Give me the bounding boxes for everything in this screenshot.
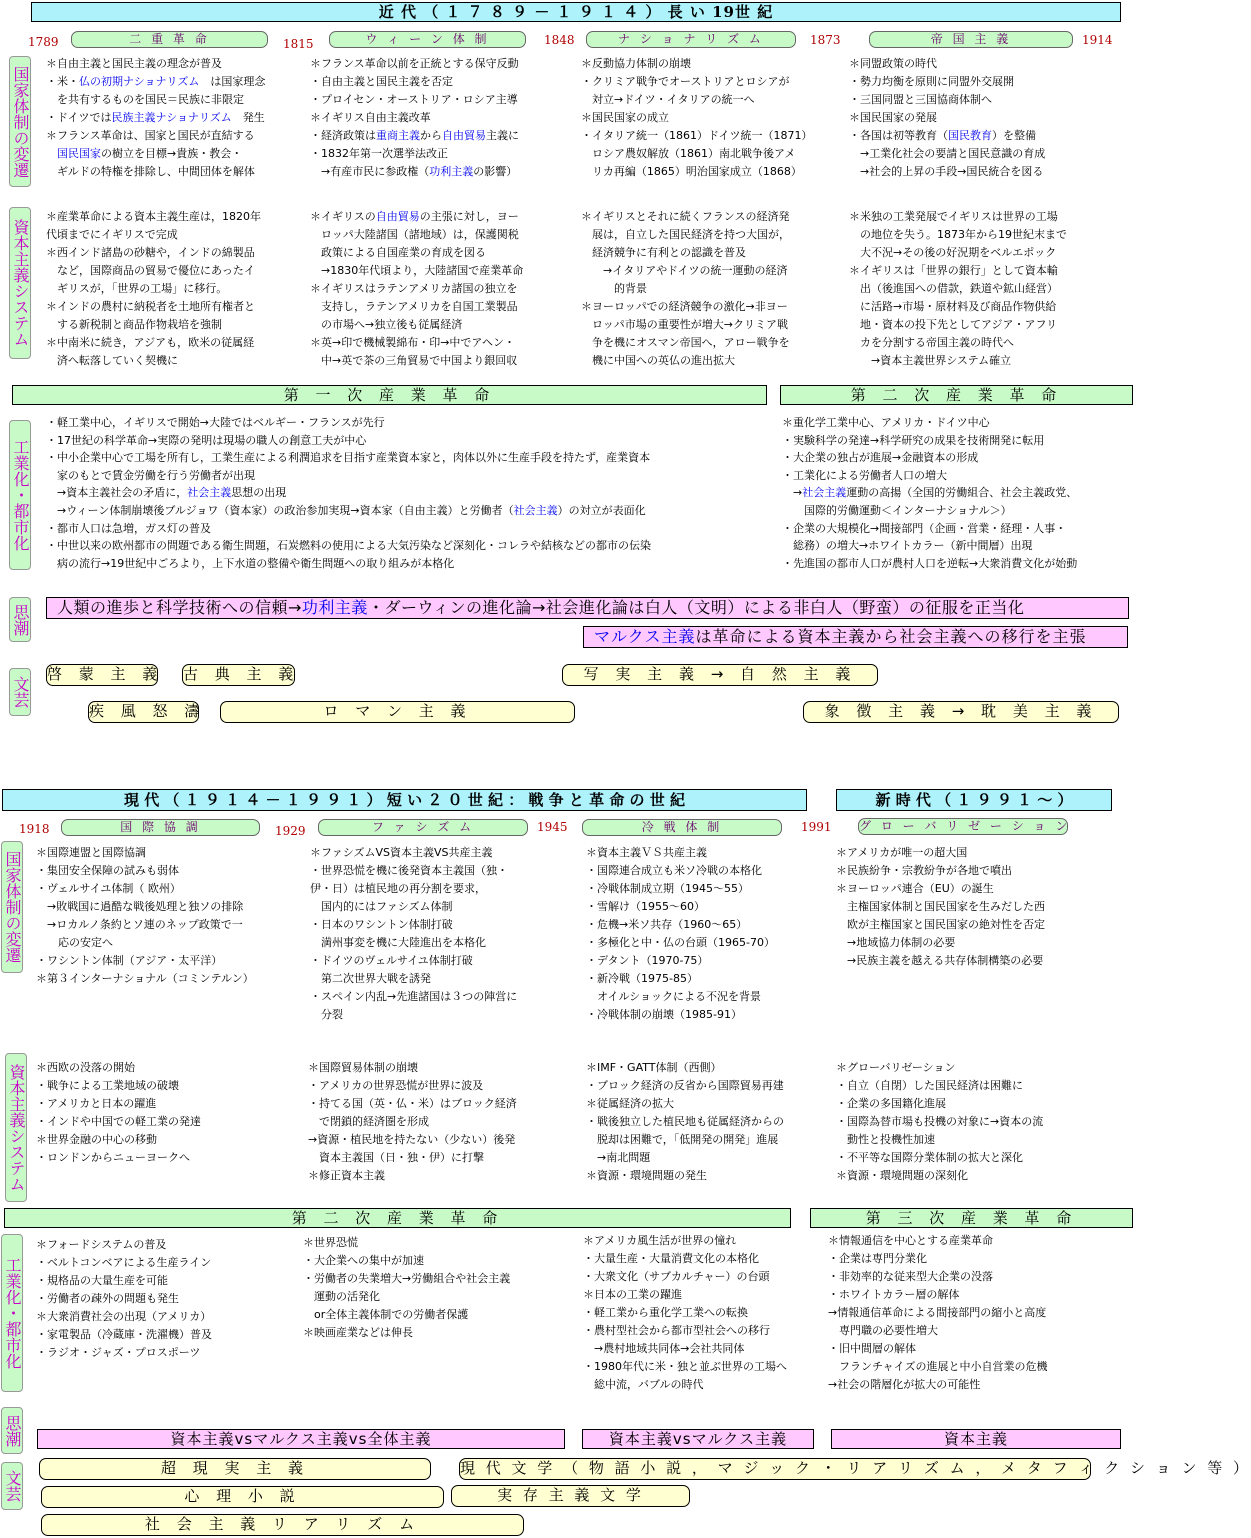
text-line: ・雪解け（1955～60） [586, 900, 705, 913]
modern-state-col-1 [46, 55, 308, 181]
text-line: ・非効率的な従来型大企業の没落 [828, 1270, 993, 1283]
text-line: ・旧中間層の解体 [828, 1342, 916, 1355]
text-line: ロシア農奴解放（1861）南北戦争後アメ [581, 147, 796, 160]
year-1929: 1929 [275, 824, 306, 838]
side-label-capital: 資本主義システム [9, 207, 31, 359]
text-line: ＊民族紛争・宗教紛争が各地で噴出 [836, 864, 1012, 877]
arts-romanticism: ロ マ ン 主 義 [220, 701, 575, 723]
modern-capital-col-4 [849, 208, 1111, 370]
text-line: ・インドや中国での軽工業の発達 [36, 1115, 201, 1128]
text-line: 欧が主権国家と国民国家の絶対性を否定 [836, 918, 1045, 931]
highlight-term: 仏の初期ナショナリズム [79, 75, 200, 88]
text-line: ・実験科学の発達→科学研究の成果を技術開発に転用 [782, 433, 1045, 447]
first-industrial-revolution-bar: 第 一 次 産 業 革 命 [12, 385, 767, 405]
modern-title: 近 代 （ １ ７ ８ ９ － １ ９ １ ４ ） 長 い 19世 紀 [31, 2, 1121, 22]
side-label-capital-2: 資本主義システム [5, 1053, 27, 1202]
text-line: ＊アメリカが唯一の超大国 [836, 846, 968, 859]
contemporary-capital-col-2 [308, 1058, 570, 1184]
text-line: →情報通信革命による間接部門の縮小と高度 [828, 1306, 1047, 1319]
text-line: ・大量生産・大量消費文化の本格化 [583, 1252, 759, 1265]
modern-state-col-4 [849, 55, 1111, 181]
text-line: ・企業は専門分業化 [828, 1252, 927, 1265]
text-line: 専門職の必要性増大 [828, 1324, 938, 1337]
text-line: ＊グローバリゼーション [836, 1061, 956, 1074]
third-industrial-revolution-bar: 第 三 次 産 業 革 命 [810, 1208, 1133, 1228]
text-line: ・ドイツのヴェルサイユ体制打破 [310, 954, 473, 967]
text-line: ＊日本の工業の躍進 [583, 1288, 682, 1301]
text-line: 分裂 [310, 1008, 343, 1021]
text-line: ＊ヨーロッパ連合（EU）の誕生 [836, 882, 994, 895]
side-label-arts: 文芸 [9, 668, 31, 716]
text-line: →農村地域共同体→会社共同体 [583, 1342, 745, 1355]
text-line: ＊フォードシステムの普及 [36, 1238, 167, 1251]
text-line: 満州事変を機に大陸進出を本格化 [310, 936, 486, 949]
era-dual-revolution: 二 重 革 命 [71, 31, 268, 48]
text-line: →社会的上昇の手段→国民統合を図る [849, 165, 1044, 178]
text-line: →資本主義社会の矛盾に，社会主義思想の出現 [46, 486, 287, 500]
text-line: ・勢力均衡を原則に同盟外交展開 [849, 75, 1014, 88]
text-line: ＊米独の工業発展でイギリスは世界の工場 [849, 210, 1058, 223]
text-line: ・日本のワシントン体制打破 [310, 918, 453, 931]
arts-realism-naturalism: 写 実 主 義 → 自 然 主 義 [562, 664, 878, 686]
highlight-term: 民族主義ナショナリズム [111, 111, 232, 124]
thought-tripolar: 資本主義vsマルクス主義vs全体主義 [37, 1429, 565, 1449]
side-label-state-2: 国家体制の変遷 [1, 841, 23, 973]
text-line: or全体主義体制での労働者保護 [303, 1308, 469, 1321]
highlight-term: マルクス主義 [594, 627, 696, 646]
text-line: ・スペイン内乱→先進諸国は３つの陣営に [310, 990, 518, 1003]
text-line: など，国際商品の貿易で優位にあったイ [46, 264, 255, 277]
second-industrial-revolution-bar: 第 二 次 産 業 革 命 [780, 385, 1133, 405]
arts-psychological-novel: 心 理 小 説 [41, 1486, 444, 1508]
text-line: →イタリアやドイツの統一運動の経済 [581, 264, 788, 277]
side-label-industry-2: 工業化・都市化 [1, 1234, 23, 1392]
text-line: ＊西インド諸島の砂糖や，インドの綿製品 [46, 246, 255, 259]
text-line: ・不平等な国際分業体制の拡大と深化 [836, 1151, 1023, 1164]
highlight-term: 国民国家 [57, 147, 101, 160]
text-line: →有産市民に参政権（功利主義の影響） [310, 165, 518, 178]
text-line: を共有するものを国民＝民族に非限定 [46, 93, 244, 106]
text-line: ・プロイセン・オーストリア・ロシア主導 [310, 93, 518, 106]
text-line: 経済競争に有利との認識を普及 [581, 246, 746, 259]
text-line: ＊資源・環境問題の発生 [586, 1169, 707, 1182]
text-line: 政策による自国産業の育成を図る [310, 246, 486, 259]
arts-socialist-realism: 社 会 主 義 リ ア リ ズ ム [41, 1514, 524, 1536]
modern-capital-col-2 [310, 208, 572, 370]
text-line: ＊中南米に続き，アジアも，欧米の従属経 [46, 336, 255, 349]
text-line: ・アメリカの世界恐慌が世界に波及 [308, 1079, 484, 1092]
contemporary-industry-col-3 [583, 1231, 833, 1393]
contemporary-industry-col-4 [828, 1231, 1118, 1393]
text-line: 大不況→その後の好況期をベルエポック [849, 246, 1057, 259]
text-line: ・危機→米ソ共存（1960～65） [586, 918, 748, 931]
era-international-cooperation: 国 際 協 調 [61, 819, 260, 836]
text-line: ・企業の多国籍化進展 [836, 1097, 946, 1110]
thought-bipolar: 資本主義vsマルクス主義 [582, 1429, 814, 1449]
text-line: →ロカルノ条約とソ連のネップ政策で一 [36, 918, 243, 931]
text-line: ギルドの特権を排除し、中間団体を解体 [46, 165, 255, 178]
text-line: ロッパ大陸諸国（諸地域）は，保護関税 [310, 228, 519, 241]
text-line: ＊ファシズムVS資本主義VS共産主義 [310, 846, 493, 859]
highlight-term: 重商主義 [376, 129, 420, 142]
contemporary-industry-col-2 [303, 1233, 575, 1341]
text-line: ・戦後独立した植民地も従属経済からの [586, 1115, 784, 1128]
text-line: ・冷戦体制の崩壊（1985-91） [586, 1008, 742, 1021]
text-line: ・ベルトコンベアによる生産ライン [36, 1256, 212, 1269]
text-line: ＊資本主義ＶＳ共産主義 [586, 846, 707, 859]
text-line: ・労働者の疎外の問題も発生 [36, 1292, 179, 1305]
text-line: 国民国家の樹立を目標→貴族・教会・ [57, 147, 243, 160]
text-line: →ウィーン体制崩壊後ブルジョワ（資本家）の政治参加実現→資本家（自由主義）と労働者（社会主義）の対立が表面化 [46, 503, 646, 517]
text-line: →南北問題 [586, 1151, 651, 1164]
side-label-thought: 思潮 [9, 597, 31, 642]
text-line: ・集団安全保障の試みも弱体 [36, 864, 179, 877]
text-line: ・国際為替市場も投機の対象に→資本の流 [836, 1115, 1044, 1128]
text-line: 伊・日）は植民地の再分割を要求， [310, 882, 486, 895]
year-1914: 1914 [1082, 33, 1113, 47]
text-line: ＊イギリスはラテンアメリカ諸国の独立を [310, 282, 518, 295]
text-line: 国際的労働運動＜インターナショナル＞） [782, 503, 1012, 517]
text-line: ＊イギリスは「世界の銀行」として資本輸 [849, 264, 1058, 277]
text-line: する新税制と商品作物栽培を強制 [46, 318, 222, 331]
text-line: ・経済政策は重商主義から自由貿易主義に [310, 129, 519, 142]
text-line: ・農村型社会から都市型社会への移行 [583, 1324, 770, 1337]
text-line: ・1980年代に米・独と並ぶ世界の工場へ [583, 1360, 787, 1373]
arts-symbolism-aestheticism: 象 徴 主 義 → 耽 美 主 義 [803, 701, 1119, 723]
text-line: ＊国際貿易体制の崩壊 [308, 1061, 418, 1074]
contemporary-capital-col-1 [36, 1058, 298, 1166]
arts-modern-literature: 現 代 文 学 （ 物 語 小 説 ， マ ジ ッ ク ・ リ ア リ ズ ム ， メ タ フ ィ ク シ ョ ン 等 ） [459, 1458, 1091, 1480]
text-line: →資本主義世界システム確立 [849, 354, 1012, 367]
thought-marxism: マルクス主義は革命による資本主義から社会主義への移行を主張 [583, 626, 1128, 648]
text-line: ・大衆文化（サブカルチャー）の台頭 [583, 1270, 770, 1283]
arts-surrealism: 超 現 実 主 義 [39, 1458, 431, 1480]
highlight-term: 社会主義 [802, 486, 847, 500]
text-line: ・冷戦体制成立期（1945～55） [586, 882, 749, 895]
arts-sturm-und-drang: 疾 風 怒 濤 [88, 701, 199, 723]
text-line: ・軽工業から重化学工業への転換 [583, 1306, 748, 1319]
text-line: ・世界恐慌を機に後発資本主義国（独・ [310, 864, 508, 877]
text-line: ＊同盟政策の時代 [849, 57, 937, 70]
contemporary-capital-col-3 [586, 1058, 836, 1184]
contemporary-state-col-3 [586, 843, 836, 1023]
text-line: ・持てる国（英・仏・米）はブロック経済 [308, 1097, 517, 1110]
text-line: リカ再編（1865）明治国家成立（1868） [581, 165, 802, 178]
text-line: ＊フランス革命以前を正統とする保守反動 [310, 57, 519, 70]
side-label-arts-2: 文芸 [1, 1462, 23, 1510]
contemporary-state-col-1 [36, 843, 308, 987]
text-line: →民族主義を越える共存体制構築の必要 [836, 954, 1044, 967]
text-line: ＊修正資本主義 [308, 1169, 385, 1182]
era-cold-war: 冷 戦 体 制 [582, 819, 782, 836]
era-nationalism: ナ シ ョ ナ リ ズ ム [586, 31, 796, 48]
text-line: 総務）の増大→ホワイトカラー（新中間層）出現 [782, 539, 1033, 553]
text-line: ロッパ市場の重要性が増大→クリミア戦 [581, 318, 788, 331]
text-line: ・中世以来の欧州都市の問題である衛生問題，石炭燃料の使用による大気汚染など深刻化・コレラや結核などの都市の伝染 [46, 539, 651, 553]
text-line: ＊イギリスの自由貿易の主張に対し，ヨー [310, 210, 519, 223]
era-fascism: フ ァ シ ズ ム [318, 819, 528, 836]
modern-capital-col-3 [581, 208, 843, 370]
text-line: ・自由主義と国民主義を否定 [310, 75, 453, 88]
thought-social-darwinism: 人類の進歩と科学技術への信頼→功利主義・ダーウィンの進化論→社会進化論は白人（文明）による非白人（野蛮）の征服を正当化 [46, 597, 1129, 619]
text-line: 地・資本の投下先としてアジア・アフリ [849, 318, 1058, 331]
text-line: ＊世界恐慌 [303, 1236, 358, 1249]
year-1918: 1918 [19, 822, 50, 836]
text-line: ・軽工業中心，イギリスで開始→大陸ではベルギー・フランスが先行 [46, 416, 385, 429]
year-1789: 1789 [28, 35, 59, 49]
text-line: 支持し，ラテンアメリカを自国工業製品 [310, 300, 518, 313]
text-line: ・工業化による労働者人口の増大 [782, 468, 947, 482]
text-line: ＊重化学工業中心、アメリカ・ドイツ中心 [782, 416, 990, 429]
side-label-state: 国家体制の変遷 [9, 56, 31, 187]
new-era-title: 新 時 代 （ １ ９ ９ １ ～ ） [836, 789, 1112, 811]
text-line: ・ワシントン体制（アジア・太平洋） [36, 954, 223, 967]
modern-industry-left [46, 414, 772, 572]
text-line: 家のもとで賃金労働を行う労働者が出現 [46, 468, 255, 482]
text-line: ・1832年第一次選挙法改正 [310, 147, 448, 160]
contemporary-state-col-2 [310, 843, 572, 1023]
text-line: →敗戦国に過酷な戦後処理と独ソの排除 [36, 900, 244, 913]
text-line: ＊世界金融の中心の移動 [36, 1133, 157, 1146]
text-line: ・各国は初等教育（国民教育）を整備 [849, 129, 1036, 142]
modern-state-col-3 [581, 55, 843, 181]
text-line: ・17世紀の科学革命→実際の発明は現場の職人の創意工夫が中心 [46, 433, 367, 447]
text-line: ＊IMF・GATT体制（西側） [586, 1061, 722, 1074]
text-line: の地位を失う。1873年から19世紀末まで [849, 228, 1067, 241]
text-line: ＊大衆消費社会の出現（アメリカ） [36, 1310, 212, 1323]
text-line: ・家電製品（冷蔵庫・洗濯機）普及 [36, 1328, 212, 1341]
text-line: 的背景 [581, 282, 647, 295]
contemporary-industry-col-1 [36, 1235, 298, 1361]
text-line: ＊第３インターナショナル（コミンテルン） [36, 972, 254, 985]
text-line: →資源・植民地を持たない（少ない）後発 [308, 1133, 516, 1146]
text-line: 動性と投機性加速 [836, 1133, 935, 1146]
highlight-term: 社会主義 [187, 486, 232, 500]
era-vienna-system: ウ ィ ー ン 体 制 [329, 31, 526, 48]
text-line: で閉鎖的経済圏を形成 [308, 1115, 429, 1128]
text-line: 出（後進国への借款，鉄道や鉱山経営） [849, 282, 1058, 295]
text-line: ・ラジオ・ジャズ・プロスポーツ [36, 1346, 201, 1359]
text-line: ＊西欧の没落の開始 [36, 1061, 135, 1074]
text-line: 病の流行→19世紀中ごろより，上下水道の整備や衛生問題への取り組みが本格化 [46, 556, 455, 570]
text-line: ・ドイツでは民族主義ナショナリズム 発生 [46, 111, 265, 124]
side-label-thought-2: 思潮 [1, 1407, 23, 1454]
text-line: ＊映画産業などは伸長 [303, 1326, 413, 1339]
text-line: 応の安定へ [36, 936, 113, 949]
text-line: →地域協力体制の必要 [836, 936, 956, 949]
arts-enlightenment: 啓 蒙 主 義 [46, 664, 158, 686]
text-line: ・先進国の都市人口が農村人口を逆転→大衆消費文化が始動 [782, 556, 1078, 570]
year-1991: 1991 [801, 820, 832, 834]
year-1873: 1873 [810, 33, 841, 47]
text-line: ・ホワイトカラー層の解体 [828, 1288, 960, 1301]
text-line: →社会の階層化が拡大の可能性 [828, 1378, 981, 1391]
text-line: 争を機にオスマン帝国へ，アロー戦争を [581, 336, 790, 349]
thought-capitalism: 資本主義 [831, 1429, 1121, 1449]
text-line: ・戦争による工業地域の破壊 [36, 1079, 179, 1092]
text-line: ＊インドの農村に納税者を土地所有権者と [46, 300, 255, 313]
text-line: ＊英→印で機械製綿布・印→中でアヘン・ [310, 336, 515, 349]
text-line: 国内的にはファシズム体制 [310, 900, 453, 913]
text-line: ・労働者の失業増大→労働組合や社会主義 [303, 1272, 511, 1285]
highlight-term: 功利主義 [429, 165, 474, 178]
text-line: オイルショックによる不況を背景 [586, 990, 761, 1003]
modern-state-col-2 [310, 55, 578, 181]
arts-classicism: 古 典 主 義 [182, 664, 295, 686]
text-line: ＊アメリカ風生活が世界の憧れ [583, 1234, 737, 1247]
text-line: 機に中国への英仏の進出拡大 [581, 354, 735, 367]
highlight-term: 自由貿易 [375, 210, 420, 223]
text-line: ・大企業の独占が進展→金融資本の形成 [782, 451, 979, 465]
text-line: 第二次世界大戦を誘発 [310, 972, 431, 985]
text-line: →社会主義運動の高揚（全国的労働組合、社会主義政党、 [782, 486, 1078, 500]
text-line: 脱却は困難で，「低開発の開発」進展 [586, 1133, 779, 1146]
arts-existentialism: 実 存 主 義 文 学 [451, 1485, 690, 1507]
contemporary-state-col-4 [836, 843, 1111, 969]
text-line: に活路→市場・原材料及び商品作物供給 [849, 300, 1057, 313]
text-line: 主権国家体制と国民国家を生みだした西 [836, 900, 1045, 913]
text-line: ＊国民国家の成立 [581, 111, 669, 124]
text-line: ＊フランス革命は、国家と国民が直結する [46, 129, 255, 142]
text-line: 運動の活発化 [303, 1290, 380, 1303]
text-line: ・大企業への集中が加速 [303, 1254, 424, 1267]
text-line: ・国際連合成立も米ソ冷戦の本格化 [586, 864, 762, 877]
text-line: ・デタント（1970-75） [586, 954, 709, 967]
text-line: ・イタリア統一（1861）ドイツ統一（1871） [581, 129, 813, 142]
text-line: ・ブロック経済の反省から国際貿易再建 [586, 1079, 784, 1092]
text-line: ・規格品の大量生産を可能 [36, 1274, 168, 1287]
era-imperialism: 帝 国 主 義 [869, 31, 1073, 48]
text-line: ・多極化と中・仏の台頭（1965-70） [586, 936, 775, 949]
text-line: ・企業の大規模化→間接部門（企画・営業・経理・人事・ [782, 521, 1067, 535]
text-line: 代頃までにイギリスで完成 [46, 228, 178, 241]
text-line: ＊産業革命による資本主義生産は，1820年 [46, 210, 261, 223]
modern-capital-col-1 [46, 208, 301, 370]
text-line: ・都市人口は急増，ガス灯の普及 [46, 521, 211, 535]
text-line: ＊国際連盟と国際協調 [36, 846, 146, 859]
text-line: ＊国民国家の発展 [849, 111, 937, 124]
text-line: 対立→ドイツ・イタリアの統一へ [581, 93, 755, 106]
modern-industry-right [782, 414, 1132, 572]
text-line: ＊イギリス自由主義改革 [310, 111, 431, 124]
era-globalization: グ ロ ー バ リ ゼ ー シ ョ ン [859, 819, 1071, 833]
text-line: ＊情報通信を中心とする産業革命 [828, 1234, 993, 1247]
text-line: ・三国同盟と三国協商体制へ [849, 93, 992, 106]
text-line: ・クリミア戦争でオーストリアとロシアが [581, 75, 790, 88]
text-line: ＊イギリスとそれに続くフランスの経済発 [581, 210, 790, 223]
year-1945: 1945 [537, 820, 568, 834]
contemporary-title: 現 代 （ １ ９ １ ４ － １ ９ ９ １ ） 短 い ２ ０ 世 紀 ： 戦 争 と 革 命 の 世 紀 [2, 789, 807, 811]
highlight-term: 社会主義 [513, 503, 558, 517]
text-line: 総中流，バブルの時代 [583, 1378, 704, 1391]
text-line: 済へ転落していく契機に [46, 354, 178, 367]
highlight-term: 自由貿易 [442, 129, 486, 142]
text-line: ・ヴェルサイユ体制（ 欧州） [36, 882, 181, 895]
text-line: ・中小企業中心で工場を所有し，工業生産による利潤追求を目指す産業資本家と，肉体以外に生産手段を持たず，産業資本 [46, 451, 651, 465]
text-line: 資本主義国（日・独・伊）に打撃 [308, 1151, 484, 1164]
text-line: →1830年代頃より，大陸諸国で産業革命 [310, 264, 524, 277]
highlight-term: 功利主義 [301, 598, 368, 617]
year-1848: 1848 [544, 33, 575, 47]
year-1815: 1815 [283, 37, 314, 51]
text-line: ・アメリカと日本の躍進 [36, 1097, 157, 1110]
text-line: ・米・仏の初期ナショナリズム は国家理念 [46, 75, 266, 88]
text-line: ＊自由主義と国民主義の理念が普及 [46, 57, 222, 70]
text-line: ・自立（自閉）した国民経済は困難に [836, 1079, 1023, 1092]
side-label-industry: 工業化・都市化 [9, 420, 31, 570]
text-line: 中→英で茶の三角貿易で中国より銀回収 [310, 354, 518, 367]
text-line: ＊反動協力体制の崩壊 [581, 57, 691, 70]
text-line: ギリスが，「世界の工場」に移行。 [46, 282, 228, 295]
text-line: ＊資源・環境問題の深刻化 [836, 1169, 968, 1182]
text-line: 展は，自立した国民経済を持つ大国が， [581, 228, 790, 241]
text-line: フランチャイズの進展と中小自営業の危機 [828, 1360, 1048, 1373]
second-industrial-revolution-bar-2: 第 二 次 産 業 革 命 [4, 1208, 791, 1228]
text-line: の市場へ→独立後も従属経済 [310, 318, 463, 331]
text-line: ・新冷戦（1975-85） [586, 972, 698, 985]
text-line: →工業化社会の要請と国民意識の育成 [849, 147, 1046, 160]
text-line: カを分割する帝国主義の時代へ [849, 336, 1014, 349]
text-line: ・ロンドンからニューヨークへ [36, 1151, 190, 1164]
highlight-term: 国民教育 [948, 129, 992, 142]
text-line: ＊従属経済の拡大 [586, 1097, 674, 1110]
contemporary-capital-col-4 [836, 1058, 1111, 1184]
text-line: ＊ヨーロッパでの経済競争の激化→非ヨー [581, 300, 788, 313]
